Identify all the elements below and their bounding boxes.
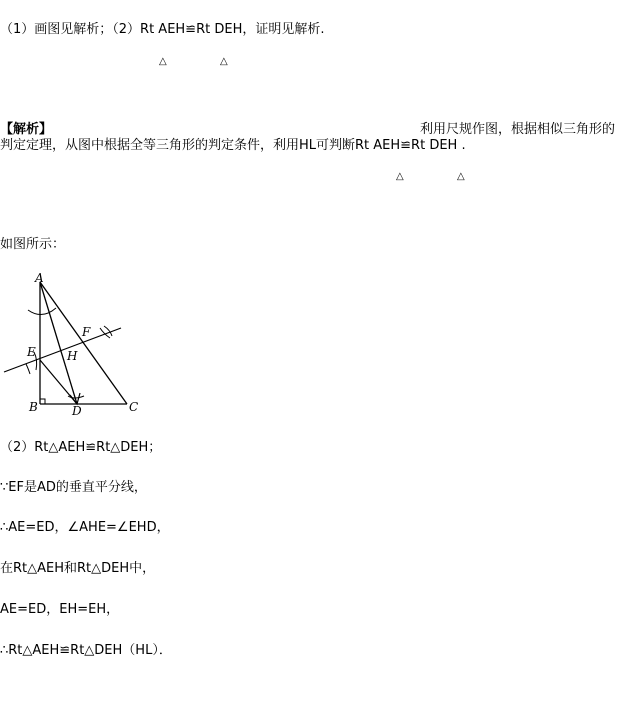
- label-c: C: [129, 400, 139, 414]
- conclusion-line: ∴Rt△AEH≌Rt△DEH（HL）．: [0, 643, 172, 658]
- segment-ad: [40, 282, 77, 404]
- analysis-label: 【解析】: [0, 122, 53, 137]
- arc-top: [28, 308, 56, 315]
- triangle-mark: △: [159, 56, 167, 67]
- analysis-text-right: 利用尺规作图，根据相似三角形的: [420, 122, 616, 137]
- label-d: D: [72, 404, 82, 418]
- label-h: H: [67, 349, 78, 363]
- answer-line: （1）画图见解析；（2）Rt AEH≌Rt DEH，证明见解析.: [0, 22, 325, 37]
- triangle-mark: △: [457, 171, 465, 182]
- label-f: F: [82, 325, 91, 339]
- label-b: B: [29, 400, 38, 414]
- perpendicular-bisector: [4, 328, 121, 372]
- reason-line-2: ∴AE=ED，∠AHE=∠EHD，: [0, 520, 170, 535]
- arc-left-2: [26, 364, 30, 374]
- label-e: E: [27, 345, 36, 359]
- label-a: A: [35, 271, 44, 285]
- reason-line-1: ∵EF是AD的垂直平分线，: [0, 480, 147, 495]
- triangle-mark: △: [396, 171, 404, 182]
- analysis-text-line2: 判定定理，从图中根据全等三角形的判定条件，利用HL可判断Rt AEH≌Rt DEH .: [0, 138, 466, 153]
- triangle-mark: △: [220, 56, 228, 67]
- segment-ac: [40, 282, 127, 404]
- geometry-figure: [0, 268, 150, 418]
- part2-heading: （2）Rt△AEH≌Rt△DEH；: [0, 440, 162, 455]
- reason-line-4: AE=ED，EH=EH，: [0, 602, 120, 617]
- solution-intro: 如图所示：: [0, 237, 66, 252]
- reason-line-3: 在Rt△AEH和Rt△DEH中，: [0, 561, 156, 576]
- right-angle-mark: [40, 399, 45, 404]
